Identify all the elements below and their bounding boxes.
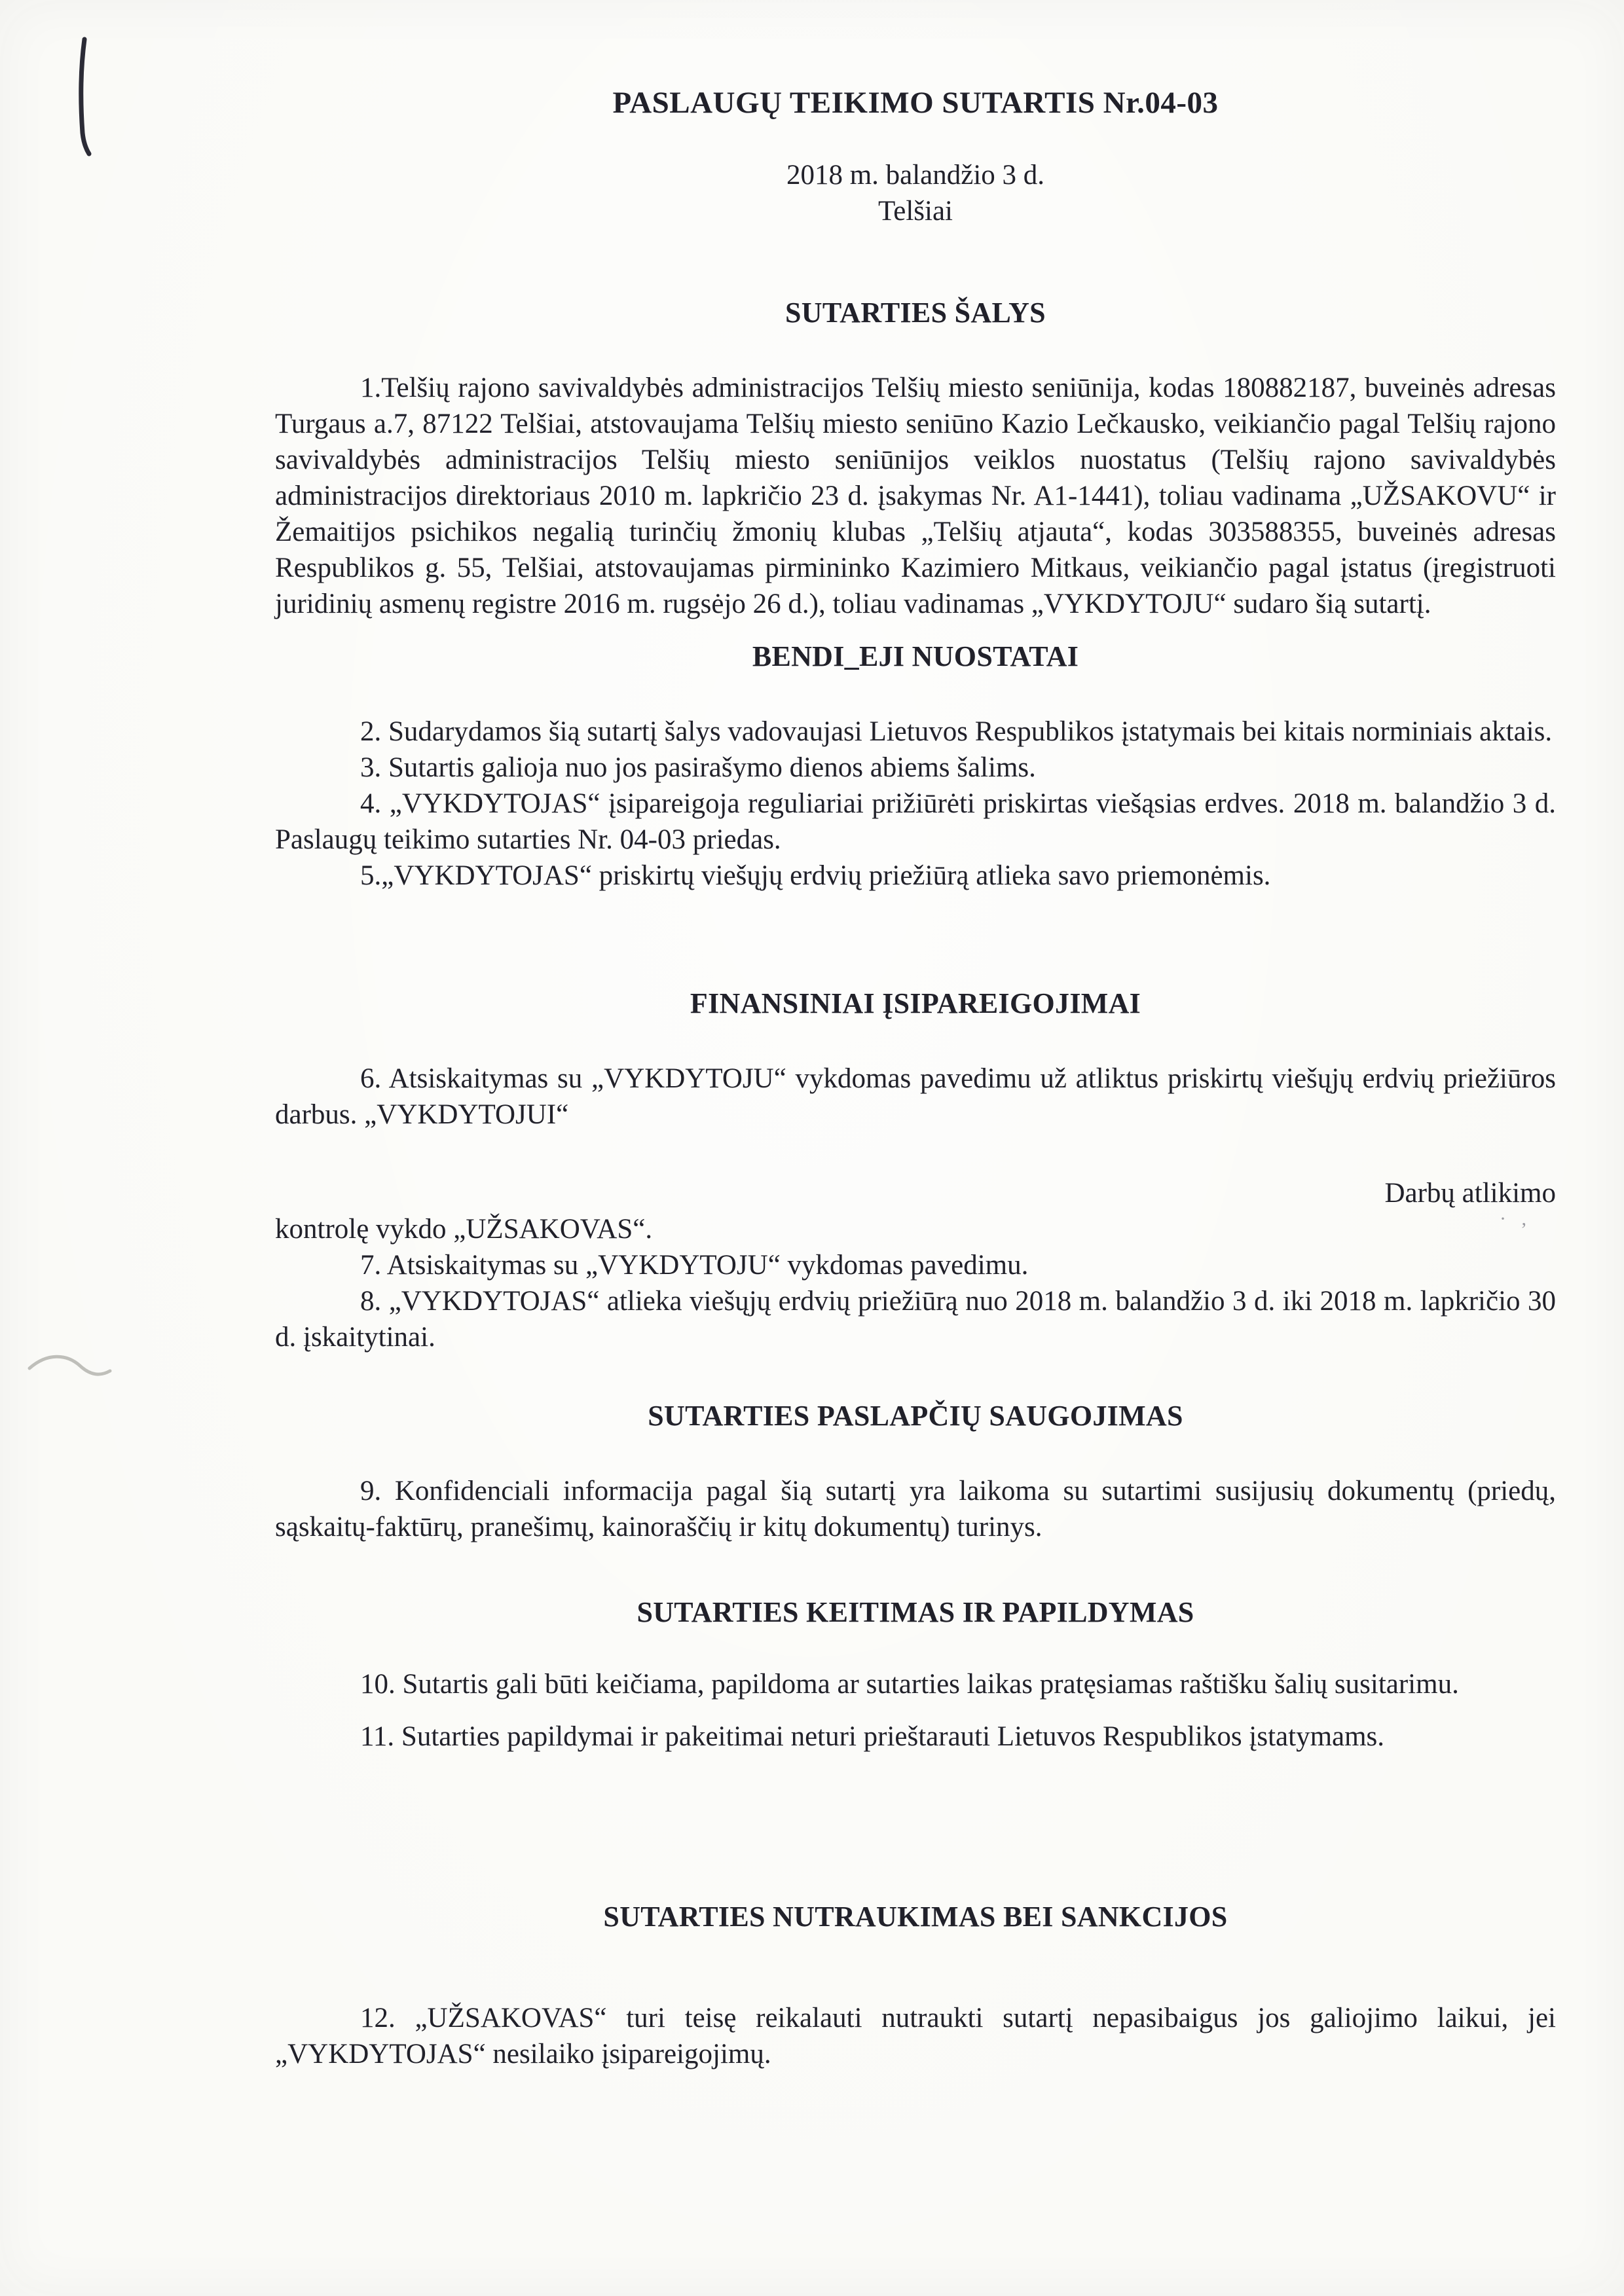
- paragraph-12: 12. „UŽSAKOVAS“ turi teisę reikalauti nutraukti sutartį nepasibaigus jos galiojimo laikui, jei „VYKDYTOJAS“ nesilaiko įsipareigojimų.: [275, 2003, 1556, 2069]
- paragraph-10: 10. Sutartis gali būti keičiama, papildoma ar sutarties laikas pratęsiamas raštišku šalių susitarimu.: [360, 1669, 1459, 1700]
- paragraph-5: 5.„VYKDYTOJAS“ priskirtų viešųjų erdvių priežiūrą atlieka savo priemonėmis.: [360, 860, 1271, 891]
- paragraph-7: 7. Atsiskaitymas su „VYKDYTOJU“ vykdomas pavedimu.: [360, 1250, 1029, 1281]
- paragraph-4: 4. „VYKDYTOJAS“ įsipareigoja reguliariai prižiūrėti priskirtas viešąsias erdves. 2018 m. balandžio 3 d. Paslaugų teikimo sutarties Nr. 04-03 priedas.: [275, 788, 1556, 855]
- pen-stroke-artifact: [72, 36, 111, 157]
- paragraph-6-right-note: Darbų atlikimo: [1384, 1178, 1556, 1209]
- paragraph-1-parties: 1.Telšių rajono savivaldybės administracijos Telšių miesto seniūnija, kodas 180882187, buveinės adresas Turgaus a.7, 87122 Telšiai, atstovaujama Telšių miesto seniūno Kazio Lečkausko, veikiančio pagal Telšių rajono savivaldybės administracijos Telšių miesto seniūnijos veiklos nuostatus (Telšių rajono savivaldybės administracijos direktoriaus 2010 m. lapkričio 23 d. įsakymas Nr. A1-1441), toliau vadinama „UŽSAKOVU“ ir Žemaitijos psichikos negalią turinčių žmonių klubas „Telšių atjauta“, kodas 303588355, buveinės adresas Respublikos g. 55, Telšiai, atstovaujamas pirmininko Kazimiero Mitkaus, veikiančio pagal įstatus (įregistruoti juridinių asmenų registre 2016 m. rugsėjo 26 d.), toliau vadinamas „VYKDYTOJU“ sudaro šią sutartį.: [275, 373, 1556, 619]
- section-heading-parties: SUTARTIES ŠALYS: [785, 297, 1046, 329]
- paragraph-6: 6. Atsiskaitymas su „VYKDYTOJU“ vykdomas pavedimu už atliktus priskirtų viešųjų erdvių priežiūros darbus. „VYKDYTOJUI“: [275, 1063, 1556, 1130]
- scan-speck-artifact: · ,: [1500, 1208, 1532, 1230]
- section-heading-financial: FINANSINIAI ĮSIPAREIGOJIMAI: [690, 987, 1141, 1019]
- section-heading-amendments: SUTARTIES KEITIMAS IR PAPILDYMAS: [637, 1596, 1194, 1628]
- paragraph-9: 9. Konfidenciali informacija pagal šią sutartį yra laikoma su sutartimi susijusių dokumentų (priedų, sąskaitų-faktūrų, pranešimų, kainoraščių ir kitų dokumentų) turinys.: [275, 1476, 1556, 1542]
- paragraph-8: 8. „VYKDYTOJAS“ atlieka viešųjų erdvių priežiūrą nuo 2018 m. balandžio 3 d. iki 2018 m. lapkričio 30 d. įskaitytinai.: [275, 1286, 1556, 1353]
- paragraph-3: 3. Sutartis galioja nuo jos pasirašymo dienos abiems šalims.: [360, 752, 1036, 783]
- paragraph-6-continuation: kontrolę vykdo „UŽSAKOVAS“.: [275, 1214, 653, 1245]
- scan-squiggle-artifact: [26, 1347, 115, 1403]
- section-heading-termination: SUTARTIES NUTRAUKIMAS BEI SANKCIJOS: [603, 1901, 1228, 1933]
- paragraph-2: 2. Sudarydamos šią sutartį šalys vadovaujasi Lietuvos Respublikos įstatymais bei kitais norminiais aktais.: [360, 716, 1553, 747]
- paragraph-11: 11. Sutarties papildymai ir pakeitimai neturi prieštarauti Lietuvos Respublikos įstatymams.: [360, 1721, 1385, 1752]
- document-date: 2018 m. balandžio 3 d.: [786, 160, 1045, 191]
- section-heading-secrets: SUTARTIES PASLAPČIŲ SAUGOJIMAS: [648, 1400, 1183, 1432]
- section-heading-general: BENDI_EJI NUOSTATAI: [752, 640, 1079, 672]
- document-place: Telšiai: [877, 196, 953, 227]
- document-title: PASLAUGŲ TEIKIMO SUTARTIS Nr.04-03: [612, 86, 1219, 120]
